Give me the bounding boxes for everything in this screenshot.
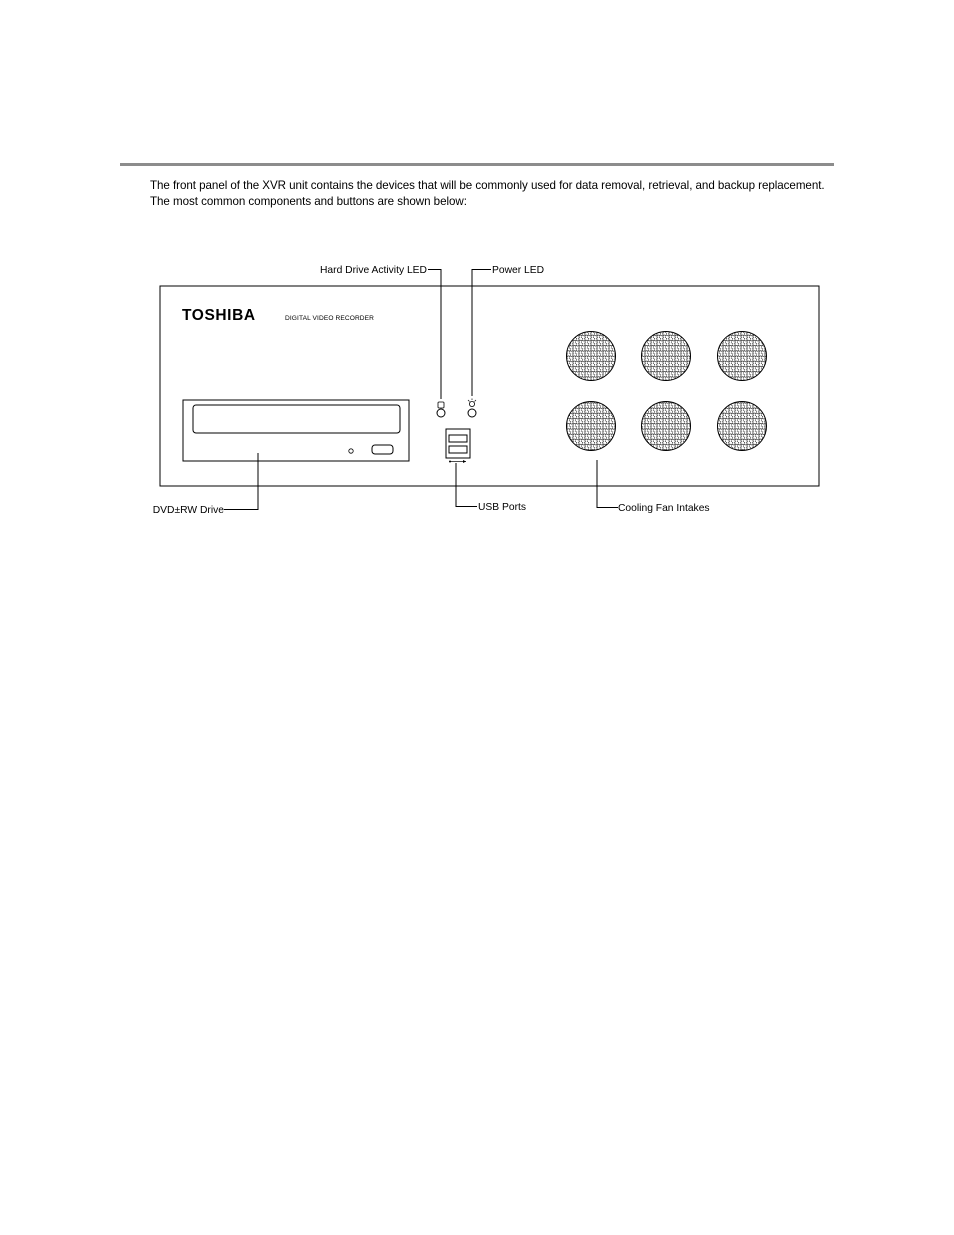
fan-intake bbox=[718, 402, 767, 451]
usb-port-1[interactable] bbox=[449, 435, 467, 442]
dvd-tray bbox=[193, 405, 400, 433]
callout-fan-intakes: Cooling Fan Intakes bbox=[618, 503, 710, 514]
fan-intake bbox=[567, 402, 616, 451]
callout-power-led: Power LED bbox=[492, 265, 545, 276]
callout-dvd-drive: DVD±RW Drive bbox=[152, 505, 224, 516]
fan-intake bbox=[642, 402, 691, 451]
callout-hdd-led: Hard Drive Activity LED bbox=[319, 265, 427, 276]
intro-line-2: The most common components and buttons are shown below: bbox=[150, 195, 467, 208]
fan-intake bbox=[642, 332, 691, 381]
callout-usb-ports: USB Ports bbox=[478, 502, 527, 513]
fan-intake bbox=[718, 332, 767, 381]
dvd-drive bbox=[183, 400, 409, 461]
hard-drive-icon bbox=[438, 402, 444, 408]
brand-subtitle: DIGITAL VIDEO RECORDER bbox=[285, 315, 375, 322]
usb-port-2[interactable] bbox=[449, 446, 467, 453]
fan-intake bbox=[567, 332, 616, 381]
dvd-activity-led bbox=[349, 449, 353, 453]
intro-line-1: The front panel of the XVR unit contains the devices that will be commonly used for data removal, retrieval, and backup replacement. bbox=[150, 179, 825, 192]
brand-logo: TOSHIBA bbox=[182, 307, 256, 324]
usb-ports[interactable] bbox=[446, 429, 470, 463]
hdd-activity-led bbox=[437, 402, 445, 417]
dvd-eject-button[interactable] bbox=[372, 445, 393, 454]
